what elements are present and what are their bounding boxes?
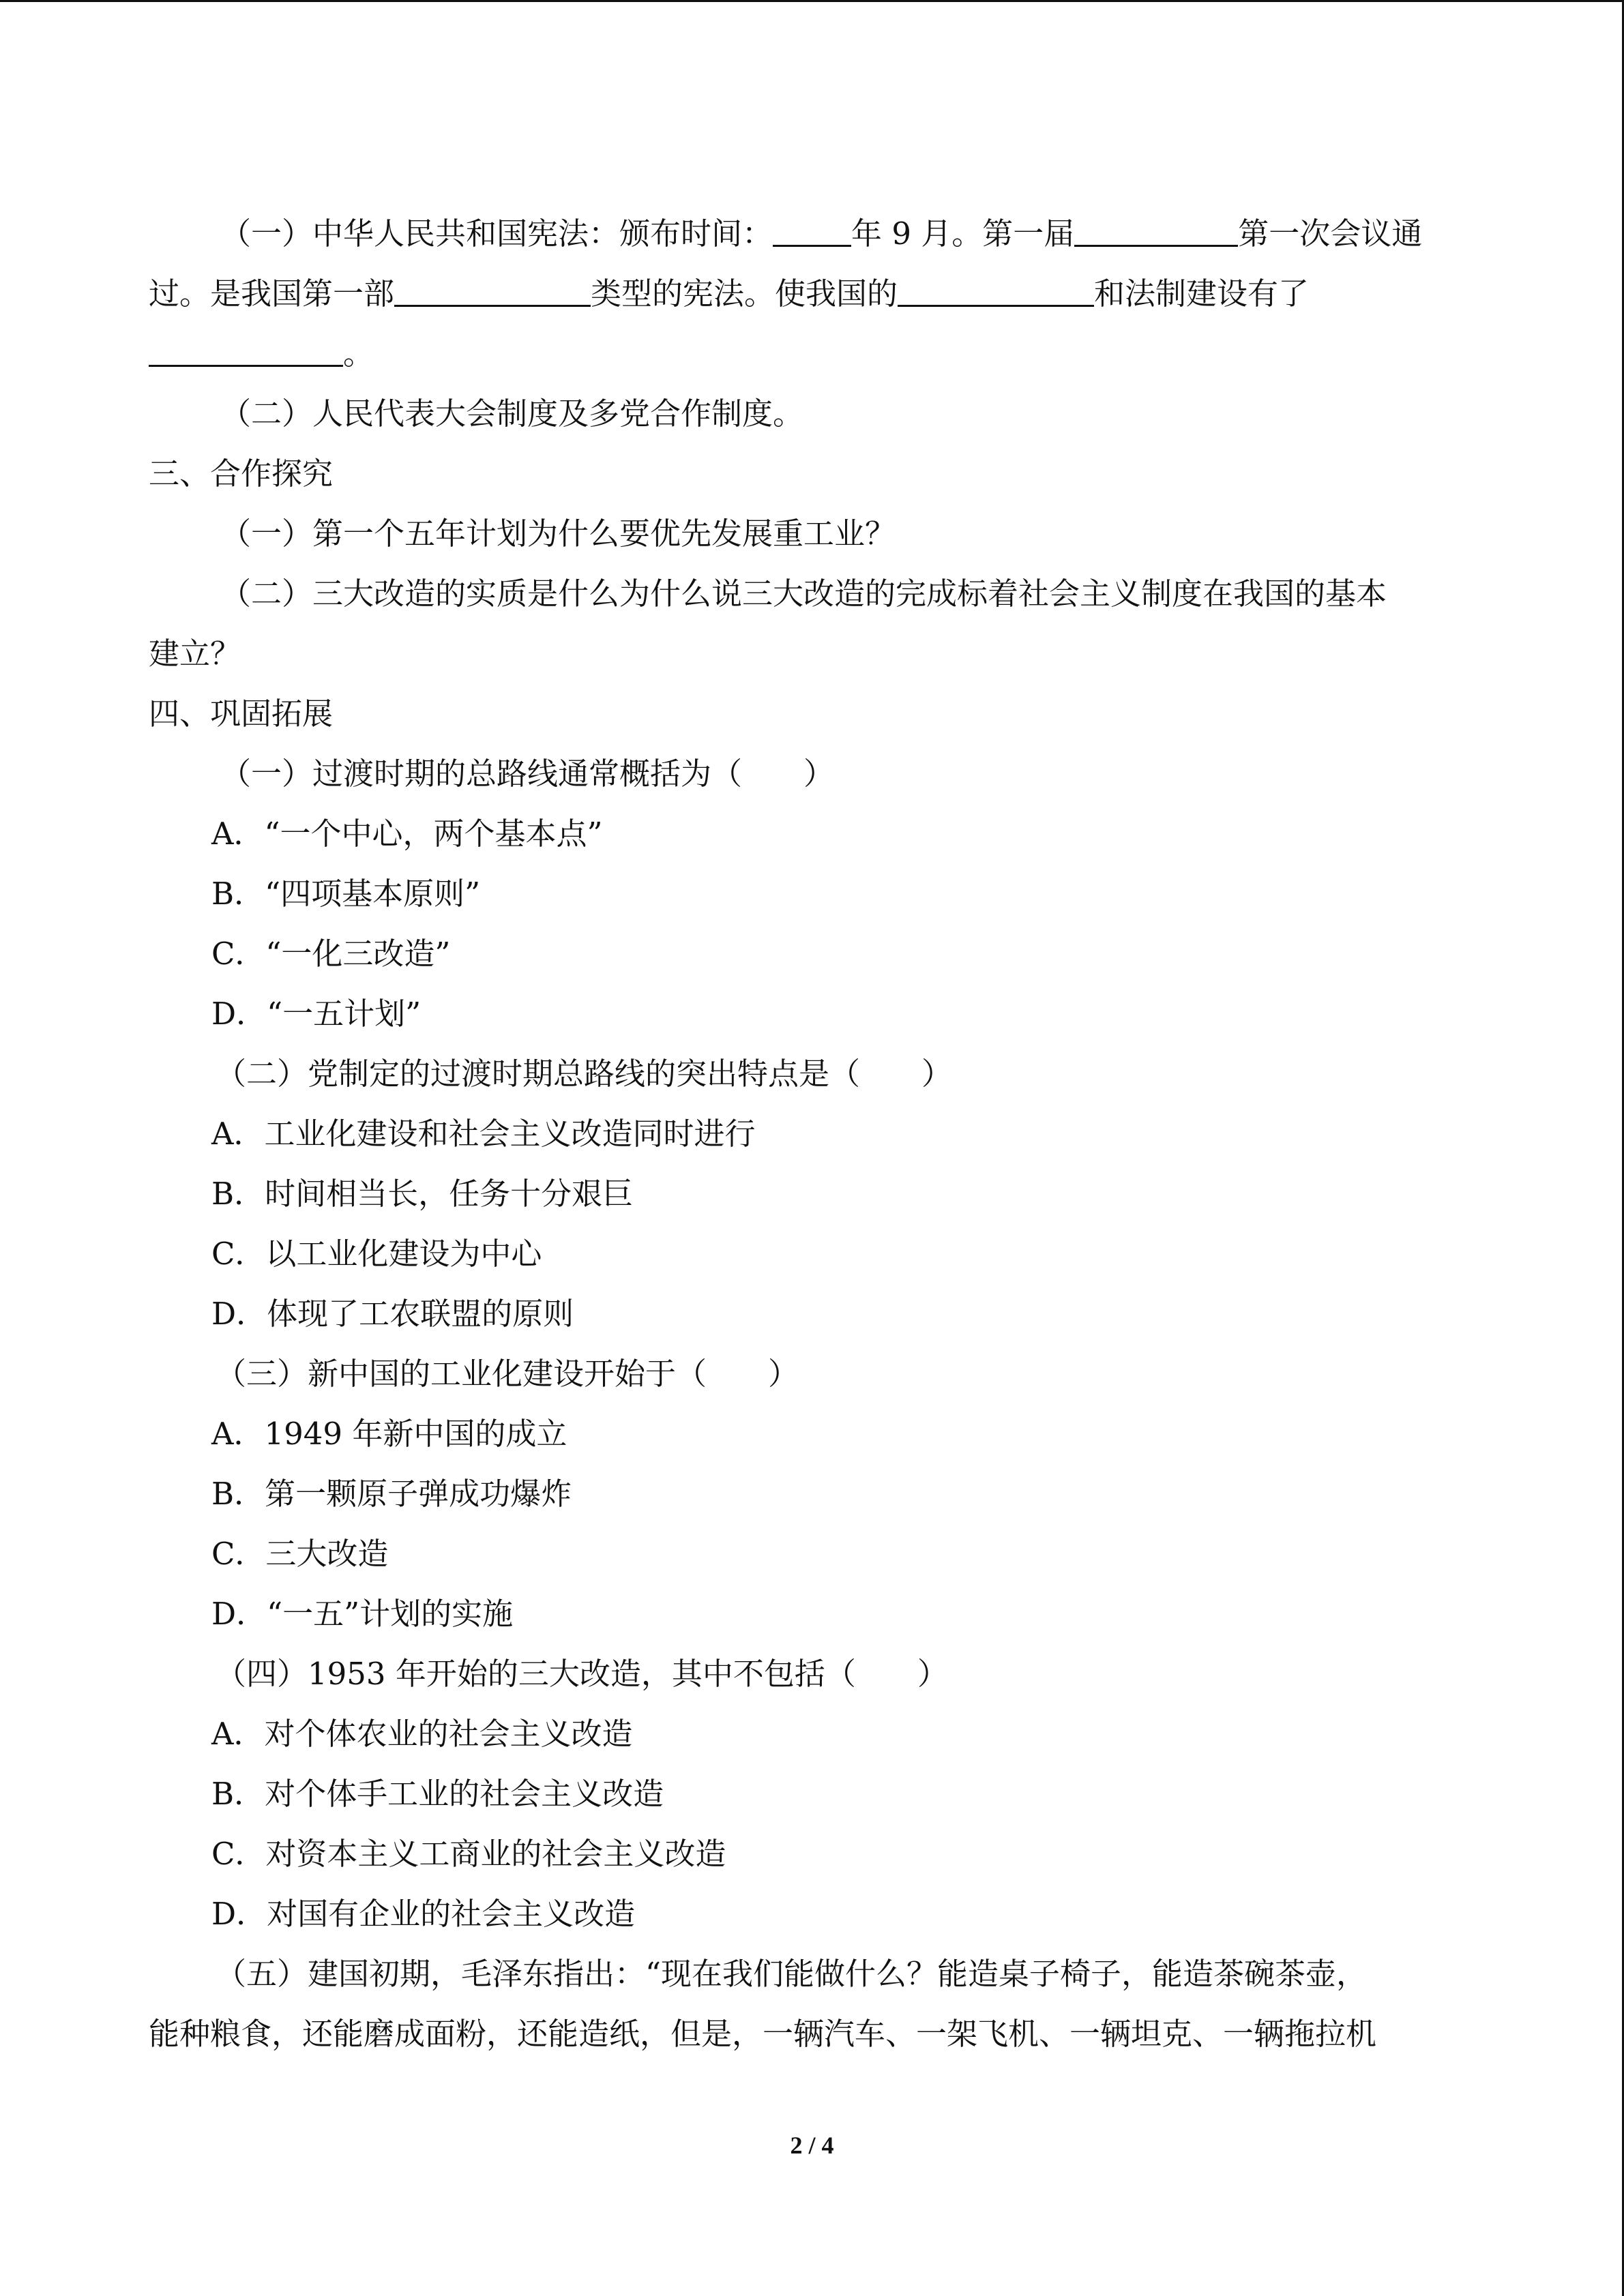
question-close: ）	[768, 1356, 799, 1392]
question-stem: （三）新中国的工业化建设开始于（	[216, 1356, 707, 1392]
choice-question-3	[216, 1354, 799, 1395]
section-3-question-1: （一）第一个五年计划为什么要优先发展重工业？	[220, 516, 896, 552]
section-3-question-2-line-2: 建立？	[149, 636, 241, 672]
section-3-question-2-line-1: （二）三大改造的实质是什么为什么说三大改造的完成标着社会主义制度在我国的基本	[220, 576, 1387, 612]
question-stem: （二）党制定的过渡时期总路线的突出特点是（	[216, 1056, 861, 1092]
question-1-option-c: C．“一化三改造”	[211, 936, 451, 972]
question-1-option-d: D．“一五计划”	[211, 996, 422, 1032]
question-2-option-c: C．以工业化建设为中心	[211, 1236, 542, 1272]
constitution-text-2c: 和法制建设有了	[1094, 275, 1310, 312]
blank-foundation[interactable]	[149, 335, 343, 367]
question-1-option-a: A．“一个中心，两个基本点”	[211, 816, 603, 852]
question-3-option-d: D．“一五”计划的实施	[211, 1596, 514, 1632]
constitution-text-1a: （一）中华人民共和国宪法：颁布时间：	[220, 215, 773, 252]
question-5-line-1: （五）建国初期，毛泽东指出：“现在我们能做什么？能造桌子椅子，能造茶碗茶壶，	[216, 1956, 1368, 1992]
question-3-option-c: C．三大改造	[211, 1536, 389, 1572]
question-4-option-d: D．对国有企业的社会主义改造	[211, 1896, 636, 1932]
question-2-option-b: B．时间相当长，任务十分艰巨	[211, 1176, 634, 1212]
choice-question-4	[216, 1654, 948, 1695]
constitution-text-3: 。	[343, 336, 374, 372]
constitution-line-2	[149, 273, 1309, 314]
page-number: 2 / 4	[790, 2132, 834, 2159]
question-3-option-b: B．第一颗原子弹成功爆炸	[211, 1476, 572, 1512]
constitution-line-3	[149, 333, 374, 374]
choice-question-2	[216, 1054, 952, 1094]
constitution-text-2b: 类型的宪法。使我国的	[591, 275, 898, 312]
question-close: ）	[803, 756, 835, 792]
constitution-text-1c: 第一次会议通	[1238, 215, 1423, 252]
question-1-option-b: B．“四项基本原则”	[211, 876, 481, 912]
constitution-text-2a: 过。是我国第一部	[149, 275, 395, 312]
constitution-line-1	[220, 213, 1422, 254]
section-4-heading: 四、巩固拓展	[149, 696, 334, 732]
page-border-top	[0, 0, 1624, 2]
question-2-option-d: D．体现了工农联盟的原则	[211, 1296, 574, 1332]
blank-type[interactable]	[394, 275, 591, 307]
question-4-option-c: C．对资本主义工商业的社会主义改造	[211, 1836, 726, 1872]
section-3-heading: 三、合作探究	[149, 456, 334, 492]
constitution-text-1b: 年 9 月。第一届	[851, 215, 1075, 252]
question-close: ）	[917, 1656, 948, 1692]
question-3-option-a: A．1949 年新中国的成立	[211, 1416, 567, 1452]
question-stem: （一）过渡时期的总路线通常概括为（	[220, 756, 743, 792]
constitution-item-2: （二）人民代表大会制度及多党合作制度。	[220, 396, 804, 432]
question-stem: （四）1953 年开始的三大改造，其中不包括（	[216, 1656, 856, 1692]
blank-year[interactable]	[773, 215, 851, 247]
question-2-option-a: A．工业化建设和社会主义改造同时进行	[211, 1116, 756, 1152]
blank-congress[interactable]	[1074, 215, 1238, 247]
question-4-option-a: A．对个体农业的社会主义改造	[211, 1716, 633, 1752]
question-5-line-2: 能种粮食，还能磨成面粉，还能造纸，但是，一辆汽车、一架飞机、一辆坦克、一辆拖拉机	[149, 2016, 1377, 2052]
question-4-option-b: B．对个体手工业的社会主义改造	[211, 1776, 664, 1812]
question-close: ）	[921, 1056, 953, 1092]
choice-question-1	[220, 754, 834, 794]
blank-democracy[interactable]	[898, 275, 1094, 307]
